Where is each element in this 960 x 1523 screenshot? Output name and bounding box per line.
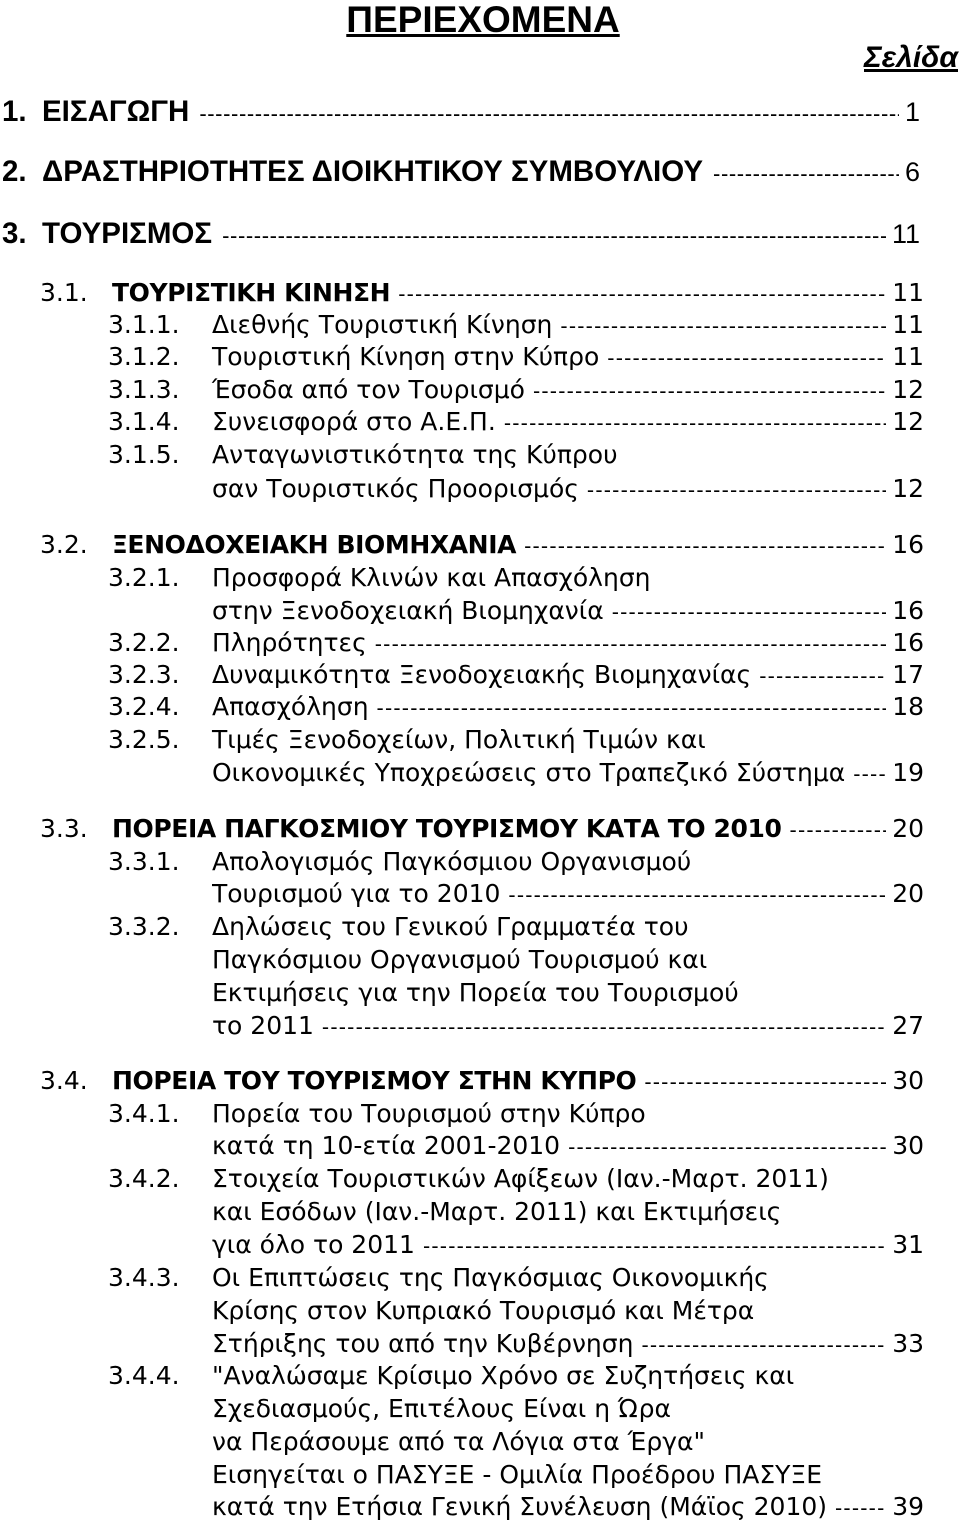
subsection-number: 3.2.4. (108, 692, 180, 721)
page-number: 39 (892, 1492, 924, 1521)
toc-chapter-2[interactable] (2, 153, 920, 191)
subsection-number: 3.3.2. (108, 912, 180, 941)
dot-leader (367, 628, 886, 659)
toc-subsection-3-2-4[interactable] (108, 690, 924, 723)
toc-subsection-3-3-2-cont[interactable] (212, 1009, 924, 1042)
section-number: 3.3. (40, 814, 88, 843)
page-number: 33 (892, 1329, 924, 1358)
chapter-number: 1. (2, 95, 27, 128)
subsection-title-line: Δηλώσεις του Γενικού Γραμματέα του (212, 912, 689, 941)
subsection-number: 3.2.2. (108, 628, 180, 657)
subsection-title-line: Τουρισμού για το 2010 (212, 879, 501, 908)
toc-subsection-3-4-4[interactable] (108, 1359, 924, 1392)
dot-leader (369, 692, 887, 723)
subsection-title-line: Προσφορά Κλινών και Απασχόληση (212, 563, 651, 592)
subsection-title: Διεθνής Τουριστική Κίνηση (212, 310, 553, 339)
subsection-number: 3.2.1. (108, 563, 180, 592)
subsection-title: Συνεισφορά στο Α.Ε.Π. (212, 407, 496, 436)
page-number: 6 (904, 157, 920, 187)
toc-section-3-2[interactable] (40, 528, 924, 561)
subsection-title: Δυναμικότητα Ξενοδοχειακής Βιομηχανίας (212, 660, 752, 689)
dot-leader (525, 375, 886, 406)
toc-subsection-3-4-1-cont[interactable] (212, 1129, 924, 1162)
toc-subsection-3-1-3[interactable] (108, 373, 924, 406)
subsection-title-line: σαν Τουριστικός Προορισμός (212, 474, 579, 503)
page-number: 11 (891, 219, 920, 249)
section-number: 3.4. (40, 1066, 88, 1095)
subsection-number: 3.1.2. (108, 342, 180, 371)
toc-subsection-3-2-1[interactable] (108, 561, 924, 594)
chapter-title: ΤΟΥΡΙΣΜΟΣ (42, 217, 213, 250)
toc-subsection-3-3-1-cont[interactable] (212, 877, 924, 910)
toc-subsection-3-1-5[interactable] (108, 438, 924, 471)
dot-leader (500, 879, 886, 910)
subsection-number: 3.2.3. (108, 660, 180, 689)
page-number: 11 (892, 310, 924, 339)
page-number: 12 (892, 407, 924, 436)
toc-subsection-3-1-1[interactable] (108, 308, 924, 341)
toc-subsection-3-3-1[interactable] (108, 845, 924, 878)
toc-chapter-3[interactable] (2, 215, 920, 253)
subsection-number: 3.4.2. (108, 1164, 180, 1193)
subsection-title-line: Τιμές Ξενοδοχείων, Πολιτική Τιμών και (212, 725, 706, 754)
dot-leader (579, 474, 886, 505)
toc-section-3-4[interactable] (40, 1064, 924, 1097)
chapter-number: 3. (2, 217, 27, 250)
subsection-title-line: "Αναλώσαμε Κρίσιμο Χρόνο σε Συζητήσεις και (212, 1361, 795, 1390)
toc-subsection-3-2-5-cont[interactable] (212, 756, 924, 789)
page-number: 30 (892, 1066, 924, 1095)
page-number: 20 (892, 814, 924, 843)
subsection-number: 3.2.5. (108, 725, 180, 754)
chapter-title: ΔΡΑΣΤΗΡΙΟΤΗΤΕΣ ΔΙΟΙΚΗΤΙΚΟΥ ΣΥΜΒΟΥΛΙΟΥ (42, 155, 704, 188)
page-title: ΠΕΡΙΕΧΟΜΕΝΑ (346, 0, 620, 40)
toc-section-3-3[interactable] (40, 812, 924, 845)
subsection-number: 3.1.3. (108, 375, 180, 404)
subsection-title-line: να Περάσουμε από τα Λόγια στα Έργα" (212, 1427, 705, 1456)
subsection-title-line: κατά τη 10-ετία 2001-2010 (212, 1131, 561, 1160)
subsection-title-line: Σχεδιασμούς, Επιτέλους Είναι η Ώρα (212, 1394, 671, 1423)
dot-leader (633, 1329, 886, 1360)
subsection-title-line: για όλο το 2011 (212, 1230, 415, 1259)
toc-subsection-3-1-5-cont[interactable] (212, 472, 924, 505)
page-number: 16 (892, 530, 924, 559)
page-number: 1 (904, 97, 920, 127)
subsection-title: Έσοδα από τον Τουρισμό (212, 375, 525, 404)
toc-subsection-3-1-4[interactable] (108, 405, 924, 438)
dot-leader (560, 1131, 886, 1162)
page-number: 18 (892, 692, 924, 721)
subsection-title-line: το 2011 (212, 1011, 314, 1040)
page-number: 27 (892, 1011, 924, 1040)
toc-subsection-3-4-2[interactable] (108, 1162, 924, 1195)
subsection-number: 3.4.3. (108, 1263, 180, 1292)
page-number: 12 (892, 375, 924, 404)
subsection-number: 3.1.4. (108, 407, 180, 436)
subsection-title-line: Κρίσης στον Κυπριακό Τουρισμό και Μέτρα (212, 1296, 755, 1325)
dot-leader (390, 278, 886, 309)
page-number: 16 (892, 628, 924, 657)
subsection-number: 3.4.4. (108, 1361, 180, 1390)
page-number: 16 (892, 596, 924, 625)
dot-leader (552, 310, 886, 341)
dot-leader (604, 596, 886, 627)
toc-subsection-3-4-4-cont[interactable] (212, 1490, 924, 1523)
subsection-title-line: Οικονομικές Υποχρεώσεις στο Τραπεζικό Σύστημα (212, 758, 846, 787)
chapter-title: ΕΙΣΑΓΩΓΗ (42, 95, 190, 128)
subsection-title: Πληρότητες (212, 628, 367, 657)
dot-leader (845, 758, 886, 789)
dot-leader (496, 407, 886, 438)
subsection-number: 3.1.1. (108, 310, 180, 339)
dot-leader (827, 1492, 886, 1523)
subsection-title: Απασχόληση (212, 692, 369, 721)
toc-subsection-3-4-1[interactable] (108, 1097, 924, 1130)
subsection-title-line: Στήριξης του από την Κυβέρνηση (212, 1329, 634, 1358)
dot-leader (314, 1011, 886, 1042)
section-title: ΤΟΥΡΙΣΤΙΚΗ ΚΙΝΗΣΗ (112, 278, 391, 307)
subsection-title-line: κατά την Ετήσια Γενική Συνέλευση (Μάϊος 2010) (212, 1492, 828, 1521)
subsection-number: 3.4.1. (108, 1099, 180, 1128)
toc-subsection-3-2-3[interactable] (108, 658, 924, 691)
section-number: 3.2. (40, 530, 88, 559)
dot-leader (516, 530, 886, 561)
subsection-title: Τουριστική Κίνηση στην Κύπρο (212, 342, 600, 371)
toc-subsection-3-4-3-cont[interactable] (212, 1327, 924, 1360)
toc-subsection-3-3-2[interactable] (108, 910, 924, 943)
toc-subsection-3-2-1-cont[interactable] (212, 594, 924, 627)
dot-leader (751, 660, 886, 691)
chapter-number: 2. (2, 155, 27, 188)
toc-section-3-1[interactable] (40, 276, 924, 309)
subsection-number: 3.1.5. (108, 440, 180, 469)
subsection-title-line: Ανταγωνιστικότητα της Κύπρου (212, 440, 618, 469)
page-number: 30 (892, 1131, 924, 1160)
subsection-title-line: Εκτιμήσεις για την Πορεία του Τουρισμού (212, 978, 739, 1007)
subsection-title-line: Απολογισμός Παγκόσμιου Οργανισμού (212, 847, 692, 876)
subsection-title-line: Στοιχεία Τουριστικών Αφίξεων (Ιαν.-Μαρτ. 2011) (212, 1164, 829, 1193)
dot-leader (189, 95, 899, 131)
subsection-title-line: Εισηγείται ο ΠΑΣΥΞΕ - Ομιλία Προέδρου ΠΑΣΥΞΕ (212, 1460, 822, 1489)
page-number: 12 (892, 474, 924, 503)
toc-chapter-1[interactable] (2, 93, 920, 131)
toc-subsection-3-1-2[interactable] (108, 340, 924, 373)
dot-leader (703, 155, 899, 191)
dot-leader (782, 814, 887, 845)
section-title: ΞΕΝΟΔΟΧΕΙΑΚΗ ΒΙΟΜΗΧΑΝΙΑ (112, 530, 517, 559)
subsection-title-line: Παγκόσμιου Οργανισμού Τουρισμού και (212, 945, 708, 974)
toc-subsection-3-2-5[interactable] (108, 723, 924, 756)
page-number: 31 (892, 1230, 924, 1259)
section-number: 3.1. (40, 278, 88, 307)
subsection-number: 3.3.1. (108, 847, 180, 876)
subsection-title-line: Πορεία του Τουρισμού στην Κύπρο (212, 1099, 646, 1128)
page-number: 11 (892, 342, 924, 371)
page-column-label: Σελίδα (864, 41, 958, 74)
subsection-title-line: και Εσόδων (Ιαν.-Μαρτ. 2011) και Εκτιμήσεις (212, 1197, 782, 1226)
section-title: ΠΟΡΕΙΑ ΤΟΥ ΤΟΥΡΙΣΜΟΥ ΣΤΗΝ ΚΥΠΡΟ (112, 1066, 637, 1095)
dot-leader (636, 1066, 886, 1097)
dot-leader (415, 1230, 886, 1261)
toc-subsection-3-4-2-cont[interactable] (212, 1228, 924, 1261)
page-number: 17 (892, 660, 924, 689)
subsection-title-line: Οι Επιπτώσεις της Παγκόσμιας Οικονομικής (212, 1263, 769, 1292)
page-number: 20 (892, 879, 924, 908)
toc-subsection-3-4-3[interactable] (108, 1261, 924, 1294)
dot-leader (212, 217, 886, 253)
section-title: ΠΟΡΕΙΑ ΠΑΓΚΟΣΜΙΟΥ ΤΟΥΡΙΣΜΟΥ ΚΑΤΑ ΤΟ 2010 (112, 814, 782, 843)
dot-leader (599, 342, 886, 373)
toc-subsection-3-2-2[interactable] (108, 626, 924, 659)
page-number: 11 (892, 278, 924, 307)
subsection-title-line: στην Ξενοδοχειακή Βιομηχανία (212, 596, 604, 625)
page-number: 19 (892, 758, 924, 787)
